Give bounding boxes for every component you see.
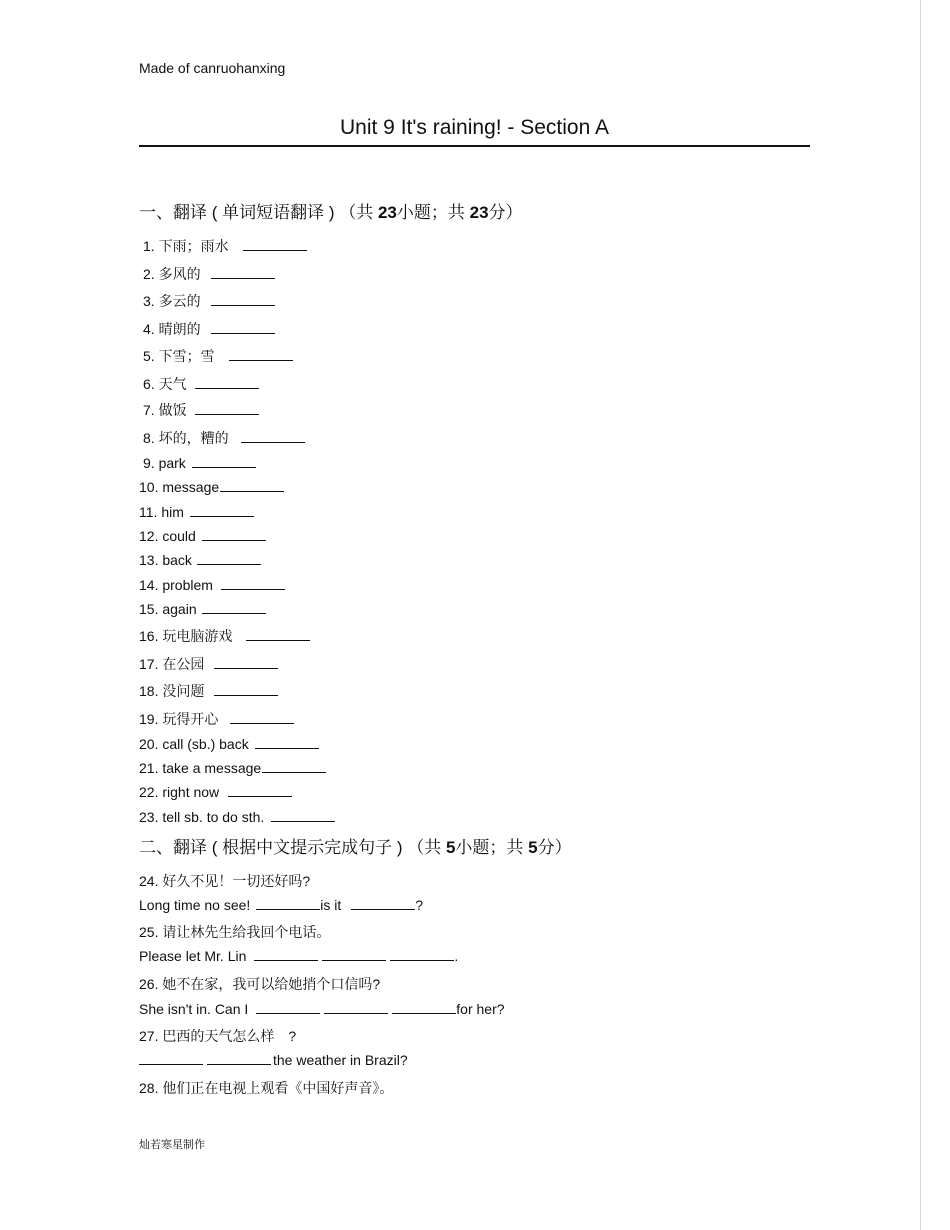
section-1-mid: 小题；共	[396, 203, 465, 222]
sentence-text: is it	[320, 897, 342, 913]
item-label: 2. 多风的	[143, 266, 201, 282]
section-1-count: 23	[377, 203, 397, 222]
answer-blank[interactable]	[211, 293, 275, 306]
item-label: 8. 坏的，糟的	[143, 430, 229, 446]
page-title: Unit 9 It's raining! - Section A	[340, 116, 609, 139]
answer-blank[interactable]	[351, 897, 415, 910]
sentence-text: Long time no see!	[139, 897, 251, 913]
section-1-prefix: 一、翻译 ( 单词短语翻译 ) （共	[139, 203, 374, 222]
section-2-prefix: 二、翻译 ( 根据中文提示完成句子 ) （共	[139, 838, 442, 857]
item-label: 3. 多云的	[143, 293, 201, 309]
answer-blank[interactable]	[190, 504, 254, 517]
question-27-english	[139, 1052, 408, 1068]
item-label: 21. take a message	[139, 760, 262, 776]
answer-blank[interactable]	[211, 266, 275, 279]
section-1-suffix: 分）	[488, 203, 523, 222]
sentence-text: She isn't in. Can I	[139, 1001, 249, 1017]
answer-blank[interactable]	[230, 711, 294, 724]
section-2-count: 5	[445, 838, 456, 857]
answer-blank[interactable]	[192, 455, 256, 468]
answer-blank[interactable]	[202, 601, 266, 614]
item-label: 17. 在公园	[139, 656, 205, 672]
item-label: 10. message	[139, 479, 220, 495]
sentence-text: Please let Mr. Lin	[139, 948, 247, 964]
answer-blank[interactable]	[390, 948, 454, 961]
item-label: 20. call (sb.) back	[139, 736, 249, 752]
answer-blank[interactable]	[139, 1052, 203, 1065]
answer-blank[interactable]	[241, 430, 305, 443]
list-item	[143, 400, 259, 420]
question-28-chinese: 28. 他们正在电视上观看《中国好声音》。	[139, 1080, 394, 1096]
item-label: 16. 玩电脑游戏	[139, 628, 233, 644]
answer-blank[interactable]	[262, 760, 326, 773]
item-label: 19. 玩得开心	[139, 711, 219, 727]
section-1-score: 23	[469, 203, 489, 222]
answer-blank[interactable]	[256, 897, 320, 910]
list-item	[143, 374, 259, 394]
answer-blank[interactable]	[211, 321, 275, 334]
item-label: 11. him	[139, 504, 184, 520]
list-item	[139, 809, 335, 825]
list-item	[143, 236, 307, 256]
list-item	[139, 577, 285, 593]
list-item	[139, 654, 278, 674]
question-24-chinese: 24. 好久不见！一切还好吗?	[139, 873, 311, 889]
list-item	[139, 479, 284, 495]
page-edge	[920, 0, 921, 1230]
answer-blank[interactable]	[271, 809, 335, 822]
list-item	[143, 455, 256, 471]
question-26-chinese: 26. 她不在家，我可以给她捎个口信吗?	[139, 976, 381, 992]
item-label: 9. park	[143, 455, 186, 471]
item-label: 15. again	[139, 601, 197, 617]
title-underline	[139, 145, 810, 147]
list-item	[139, 784, 292, 800]
list-item	[139, 709, 294, 729]
footer-note: 灿若寒星制作	[139, 1138, 205, 1151]
answer-blank[interactable]	[228, 784, 292, 797]
item-label: 4. 晴朗的	[143, 321, 201, 337]
answer-blank[interactable]	[256, 1001, 320, 1014]
answer-blank[interactable]	[214, 683, 278, 696]
sentence-text: ?	[415, 897, 424, 913]
question-24-english	[139, 897, 423, 913]
item-label: 1. 下雨；雨水	[143, 238, 229, 254]
list-item	[139, 626, 310, 646]
item-label: 5. 下雪；雪	[143, 348, 215, 364]
item-label: 14. problem	[139, 577, 213, 593]
section-2-suffix: 分）	[537, 838, 572, 857]
item-label: 23. tell sb. to do sth.	[139, 809, 265, 825]
list-item	[139, 681, 278, 701]
item-label: 22. right now	[139, 784, 220, 800]
answer-blank[interactable]	[221, 577, 285, 590]
item-label: 18. 没问题	[139, 683, 205, 699]
section-heading-1	[139, 198, 523, 223]
question-25-english	[139, 948, 458, 964]
item-label: 7. 做饭	[143, 402, 187, 418]
question-26-english	[139, 1001, 505, 1017]
sentence-text: for her?	[456, 1001, 505, 1017]
list-item	[139, 504, 254, 520]
answer-blank[interactable]	[229, 348, 293, 361]
question-25-chinese: 25. 请让林先生给我回个电话。	[139, 924, 331, 940]
header-note: Made of canruohanxing	[139, 60, 286, 76]
answer-blank[interactable]	[243, 238, 307, 251]
section-2-mid: 小题；共	[455, 838, 524, 857]
item-label: 6. 天气	[143, 376, 187, 392]
list-item	[143, 291, 275, 311]
list-item	[139, 601, 266, 617]
list-item	[139, 528, 266, 544]
section-2-score: 5	[528, 838, 538, 857]
item-label: 12. could	[139, 528, 196, 544]
answer-blank[interactable]	[195, 376, 259, 389]
list-item	[143, 264, 275, 284]
answer-blank[interactable]	[220, 479, 284, 492]
answer-blank[interactable]	[214, 656, 278, 669]
list-item	[139, 736, 319, 752]
list-item	[143, 346, 293, 366]
answer-blank[interactable]	[197, 552, 261, 565]
answer-blank[interactable]	[324, 1001, 388, 1014]
answer-blank[interactable]	[207, 1052, 271, 1065]
list-item	[143, 428, 305, 448]
answer-blank[interactable]	[195, 402, 259, 415]
answer-blank[interactable]	[255, 736, 319, 749]
answer-blank[interactable]	[392, 1001, 456, 1014]
answer-blank[interactable]	[254, 948, 318, 961]
answer-blank[interactable]	[246, 628, 310, 641]
list-item	[143, 319, 275, 339]
list-item	[139, 760, 326, 776]
sentence-text: the weather in Brazil?	[273, 1052, 408, 1068]
answer-blank[interactable]	[322, 948, 386, 961]
sentence-text: .	[454, 948, 459, 964]
section-heading-2	[139, 833, 572, 858]
answer-blank[interactable]	[202, 528, 266, 541]
item-label: 13. back	[139, 552, 192, 568]
list-item	[139, 552, 261, 568]
question-27-chinese: 27. 巴西的天气怎么样 ?	[139, 1028, 297, 1044]
